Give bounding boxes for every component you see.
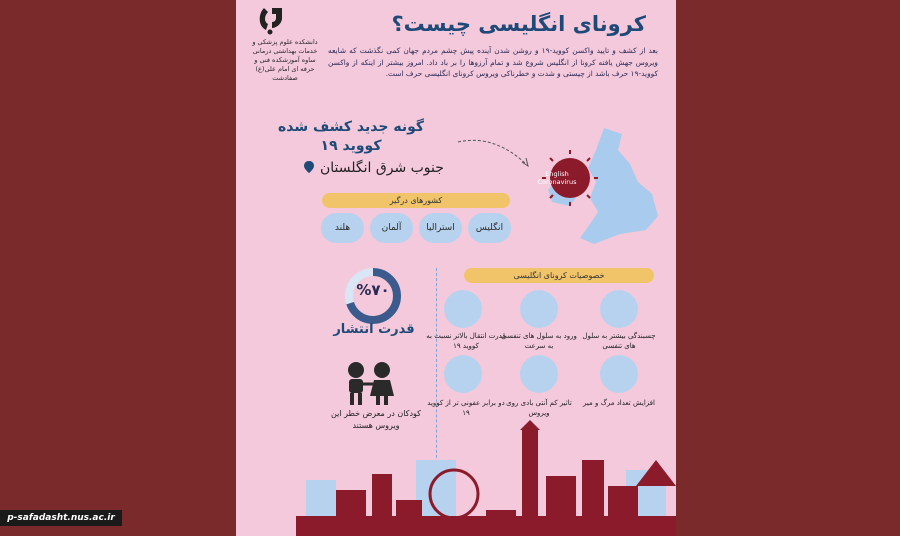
site-credit: p-safadasht.nus.ac.ir: [0, 510, 122, 526]
country-pill: آلمان: [370, 213, 413, 243]
dashed-arrow: [454, 134, 534, 174]
feature-label: چسبندگی بیشتر به سلول های تنفسی: [582, 332, 656, 350]
kids-label: کودکان در معرض خطر این ویروس هستند: [331, 409, 421, 430]
variant-title: گونه جدید کشف شده کووید ۱۹: [278, 119, 424, 154]
countries-header: کشورهای درگیر: [322, 193, 510, 208]
lungs-icon: [520, 290, 558, 328]
feature-label: افزایش تعداد مرگ و میر: [583, 399, 655, 407]
country-pill: هلند: [321, 213, 364, 243]
variant-location: جنوب شرق انگلستان: [320, 160, 444, 176]
page-title: کرونای انگلیسی چیست؟: [391, 12, 646, 36]
logo-icon: [256, 4, 288, 36]
dna-icon: [520, 355, 558, 393]
feature-label: ورود به سلول های تنفسی به سرعت: [501, 332, 577, 350]
kids-icon: [334, 360, 404, 406]
skull-icon: [600, 355, 638, 393]
virus-spiky-icon: [444, 355, 482, 393]
intro-paragraph: بعد از کشف و تایید واکسن کووید-۱۹ و روشن شدن آینده پیش چشم مردم جهان کمی نگذشت که شایعه ویروس جهش یافته کرونا از انگلیس شروع شد و تمام آرزوها را بر باد داد. امروز بیشتر از اینکه از واکسن کووید-۱۹ حرف باشد از چیستی و شدت و خطرناکی ویروس کرونای انگلیسی حرف است.: [328, 46, 658, 78]
london-skyline-icon: [296, 420, 676, 536]
feature-label: تاثیر کم آنتی بادی روی ویروس: [506, 399, 572, 417]
map-virus-label: English Coronavirus: [537, 170, 577, 186]
spread-label: قدرت انتشار: [333, 322, 415, 337]
country-pill: استرالیا: [419, 213, 462, 243]
infographic-poster: [236, 0, 676, 536]
location-pin-icon: [302, 160, 316, 174]
feature-label: قدرت انتقال بالاتر نسبت به کووید ۱۹: [426, 332, 506, 350]
logo-text: دانشکده علوم پزشکی و خدمات بهداشتی درمانی ساوه آموزشکده فنی و حرفه ای امام علی(ع) صفادشت: [252, 38, 318, 82]
feature-label: دو برابر عفونی تر از کووید ۱۹: [427, 399, 505, 417]
lungs-virus-icon: [600, 290, 638, 328]
uk-map-icon: [534, 120, 674, 260]
spread-percent: %۷۰: [356, 281, 390, 299]
virus-icon: [444, 290, 482, 328]
features-header: خصوصیات کرونای انگلیسی: [464, 268, 654, 283]
country-pill: انگلیس: [468, 213, 511, 243]
